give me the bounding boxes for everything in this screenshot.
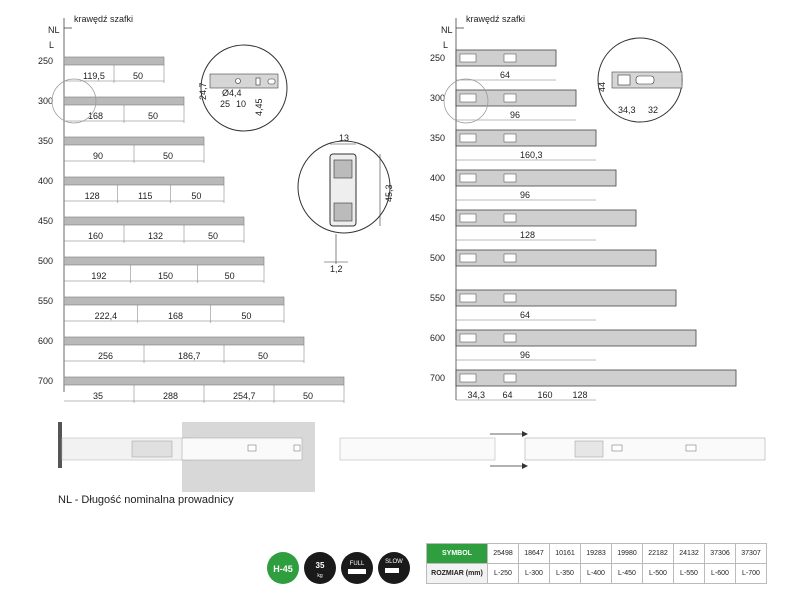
right-detail-dim-3: 32 bbox=[648, 105, 659, 115]
rail-dimension-label: 160,3 bbox=[520, 150, 543, 160]
rail-length-label: 300 bbox=[430, 93, 446, 103]
rail-dimension-label: 50 bbox=[303, 391, 314, 401]
rail-dimension-label: 128 bbox=[520, 230, 536, 240]
rail-mount-hole bbox=[504, 334, 516, 342]
right-drawing bbox=[400, 0, 800, 410]
rail-bar bbox=[64, 137, 204, 145]
rail-bar bbox=[456, 210, 636, 226]
symbol-row bbox=[427, 544, 767, 564]
rail-dimension-label: 50 bbox=[241, 311, 252, 321]
rail-dimension-label: 35 bbox=[93, 391, 104, 401]
symbol-cell: 37306 bbox=[705, 544, 736, 564]
feature-badges bbox=[266, 548, 416, 588]
rail-length-label: 500 bbox=[38, 256, 54, 266]
rail-bar bbox=[64, 257, 264, 265]
rail-length-label: 450 bbox=[38, 216, 54, 226]
rail-mount-hole bbox=[504, 294, 516, 302]
rail-dimension-label: 254,7 bbox=[233, 391, 256, 401]
rail-dimension-label: 132 bbox=[148, 231, 164, 241]
right-edge-label: krawędź szafki bbox=[466, 14, 526, 24]
rail-bar bbox=[64, 97, 184, 105]
left-profile-dim-2: 45,3 bbox=[384, 184, 394, 202]
load-badge-unit: kg bbox=[317, 573, 323, 579]
rail-mount-hole bbox=[504, 94, 516, 102]
rail-dimension-label: 96 bbox=[510, 110, 521, 120]
rail-dimension-label: 50 bbox=[224, 271, 235, 281]
rail-length-label: 700 bbox=[38, 376, 54, 386]
right-detail-dim-1: 44 bbox=[597, 81, 607, 92]
rail-dimension-label: 160 bbox=[537, 390, 553, 400]
size-row bbox=[427, 564, 767, 584]
rail-dimension-label: 50 bbox=[133, 71, 144, 81]
rail-dimension-label: 222,4 bbox=[94, 311, 118, 321]
symbol-header: SYMBOL bbox=[427, 544, 488, 564]
rail-mount-hole bbox=[460, 94, 476, 102]
symbol-cell: 19283 bbox=[581, 544, 612, 564]
rail-length-label: 450 bbox=[430, 213, 446, 223]
rail-dimension-label: 50 bbox=[208, 231, 219, 241]
rail-bar bbox=[64, 337, 304, 345]
rail-bar bbox=[64, 297, 284, 305]
rail-mount-hole bbox=[504, 254, 516, 262]
rail-length-label: 400 bbox=[430, 173, 446, 183]
rail-dimension-label: 34,3 bbox=[467, 390, 486, 400]
symbol-table bbox=[426, 543, 767, 584]
rail-mount-hole bbox=[460, 174, 476, 182]
left-detail-dim-3: 25 bbox=[220, 99, 231, 109]
rail-dimension-label: 96 bbox=[520, 350, 531, 360]
rail-dimension-label: 50 bbox=[163, 151, 174, 161]
right-detail-dim-2: 34,3 bbox=[618, 105, 636, 115]
rail-mount-hole bbox=[460, 374, 476, 382]
symbol-cell: 22182 bbox=[643, 544, 674, 564]
size-cell: L-700 bbox=[736, 564, 767, 584]
rail-dimension-label: 119,5 bbox=[83, 71, 105, 81]
rail-mount-hole bbox=[460, 54, 476, 62]
rail-length-label: 500 bbox=[430, 253, 446, 263]
rail-dimension-label: 64 bbox=[520, 310, 531, 320]
rail-mount-hole bbox=[460, 254, 476, 262]
symbol-cell: 10161 bbox=[550, 544, 581, 564]
rail-dimension-label: 150 bbox=[158, 271, 174, 281]
left-profile-dim-3: 1,2 bbox=[330, 264, 343, 274]
rail-length-label: 700 bbox=[430, 373, 446, 383]
rail-dimension-label: 256 bbox=[98, 351, 114, 361]
rail-length-label: 550 bbox=[38, 296, 54, 306]
symbol-cell: 24132 bbox=[674, 544, 705, 564]
rail-bar bbox=[64, 177, 224, 185]
rail-dimension-label: 50 bbox=[258, 351, 269, 361]
h45-badge-label: H-45 bbox=[273, 564, 293, 574]
rail-mount-hole bbox=[460, 214, 476, 222]
rail-bar bbox=[456, 130, 596, 146]
right-nl-label: NL bbox=[441, 25, 453, 35]
left-edge-label: krawędź szafki bbox=[74, 14, 134, 24]
left-l-label: L bbox=[49, 40, 55, 50]
rail-dimension-label: 90 bbox=[93, 151, 104, 161]
rail-bar bbox=[456, 250, 656, 266]
rail-length-label: 400 bbox=[38, 176, 54, 186]
rail-dimension-label: 64 bbox=[500, 70, 511, 80]
rail-bar bbox=[64, 377, 344, 385]
rail-dimension-label: 186,7 bbox=[178, 351, 201, 361]
right-l-label: L bbox=[443, 40, 449, 50]
rail-length-label: 350 bbox=[430, 133, 446, 143]
rail-length-label: 350 bbox=[38, 136, 54, 146]
rail-dimension-label: 50 bbox=[148, 111, 159, 121]
size-cell: L-300 bbox=[519, 564, 550, 584]
rail-mount-hole bbox=[460, 134, 476, 142]
rail-dimension-label: 50 bbox=[191, 191, 202, 201]
size-cell: L-500 bbox=[643, 564, 674, 584]
rail-dimension-label: 288 bbox=[163, 391, 179, 401]
rail-mount-hole bbox=[504, 374, 516, 382]
size-cell: L-350 bbox=[550, 564, 581, 584]
rail-dimension-label: 115 bbox=[138, 191, 153, 201]
size-cell: L-250 bbox=[488, 564, 519, 584]
rail-length-label: 300 bbox=[38, 96, 54, 106]
left-profile-dim-1: 13 bbox=[339, 133, 350, 143]
rail-mount-hole bbox=[504, 214, 516, 222]
symbol-cell: 18647 bbox=[519, 544, 550, 564]
rail-bar bbox=[456, 330, 696, 346]
left-drawing bbox=[0, 0, 400, 410]
rail-dimension-label: 96 bbox=[520, 190, 531, 200]
rail-dimension-label: 168 bbox=[88, 111, 104, 121]
rail-bar bbox=[456, 290, 676, 306]
rail-bar bbox=[64, 217, 244, 225]
rail-dimension-label: 192 bbox=[91, 271, 107, 281]
full-badge-label: FULL bbox=[349, 561, 365, 567]
left-detail-dim-5: 4,45 bbox=[254, 98, 264, 116]
rail-dimension-label: 64 bbox=[502, 390, 513, 400]
rail-length-label: 550 bbox=[430, 293, 446, 303]
rail-mount-hole bbox=[460, 334, 476, 342]
rail-mount-hole bbox=[504, 54, 516, 62]
symbol-cell: 37307 bbox=[736, 544, 767, 564]
rail-dimension-label: 128 bbox=[84, 191, 100, 201]
left-detail-dim-1: 24,7 bbox=[198, 82, 208, 100]
rail-length-label: 250 bbox=[430, 53, 446, 63]
size-cell: L-600 bbox=[705, 564, 736, 584]
left-nl-label: NL bbox=[48, 25, 60, 35]
symbol-cell: 25498 bbox=[488, 544, 519, 564]
rail-bar bbox=[456, 370, 736, 386]
installation-illustrations bbox=[0, 410, 800, 495]
rail-length-label: 250 bbox=[38, 56, 54, 66]
rail-bar bbox=[456, 170, 616, 186]
rail-dimension-label: 160 bbox=[88, 231, 104, 241]
rail-length-label: 600 bbox=[38, 336, 54, 346]
full-extension-badge bbox=[341, 552, 373, 584]
symbol-cell: 19980 bbox=[612, 544, 643, 564]
left-detail-dim-2: Ø4,4 bbox=[222, 88, 242, 98]
size-header: ROZMIAR (mm) bbox=[427, 564, 488, 584]
rail-mount-hole bbox=[504, 174, 516, 182]
rail-bar bbox=[64, 57, 164, 65]
rail-length-label: 600 bbox=[430, 333, 446, 343]
slow-badge-label: SLOW bbox=[385, 559, 403, 565]
size-cell: L-550 bbox=[674, 564, 705, 584]
load-badge-value: 35 bbox=[315, 561, 325, 570]
left-detail-dim-4: 10 bbox=[236, 99, 247, 109]
rail-dimension-label: 168 bbox=[168, 311, 184, 321]
size-cell: L-400 bbox=[581, 564, 612, 584]
size-cell: L-450 bbox=[612, 564, 643, 584]
rail-mount-hole bbox=[460, 294, 476, 302]
rail-dimension-label: 128 bbox=[572, 390, 588, 400]
legend-note: NL - Długość nominalna prowadnicy bbox=[58, 494, 234, 506]
rail-mount-hole bbox=[504, 134, 516, 142]
